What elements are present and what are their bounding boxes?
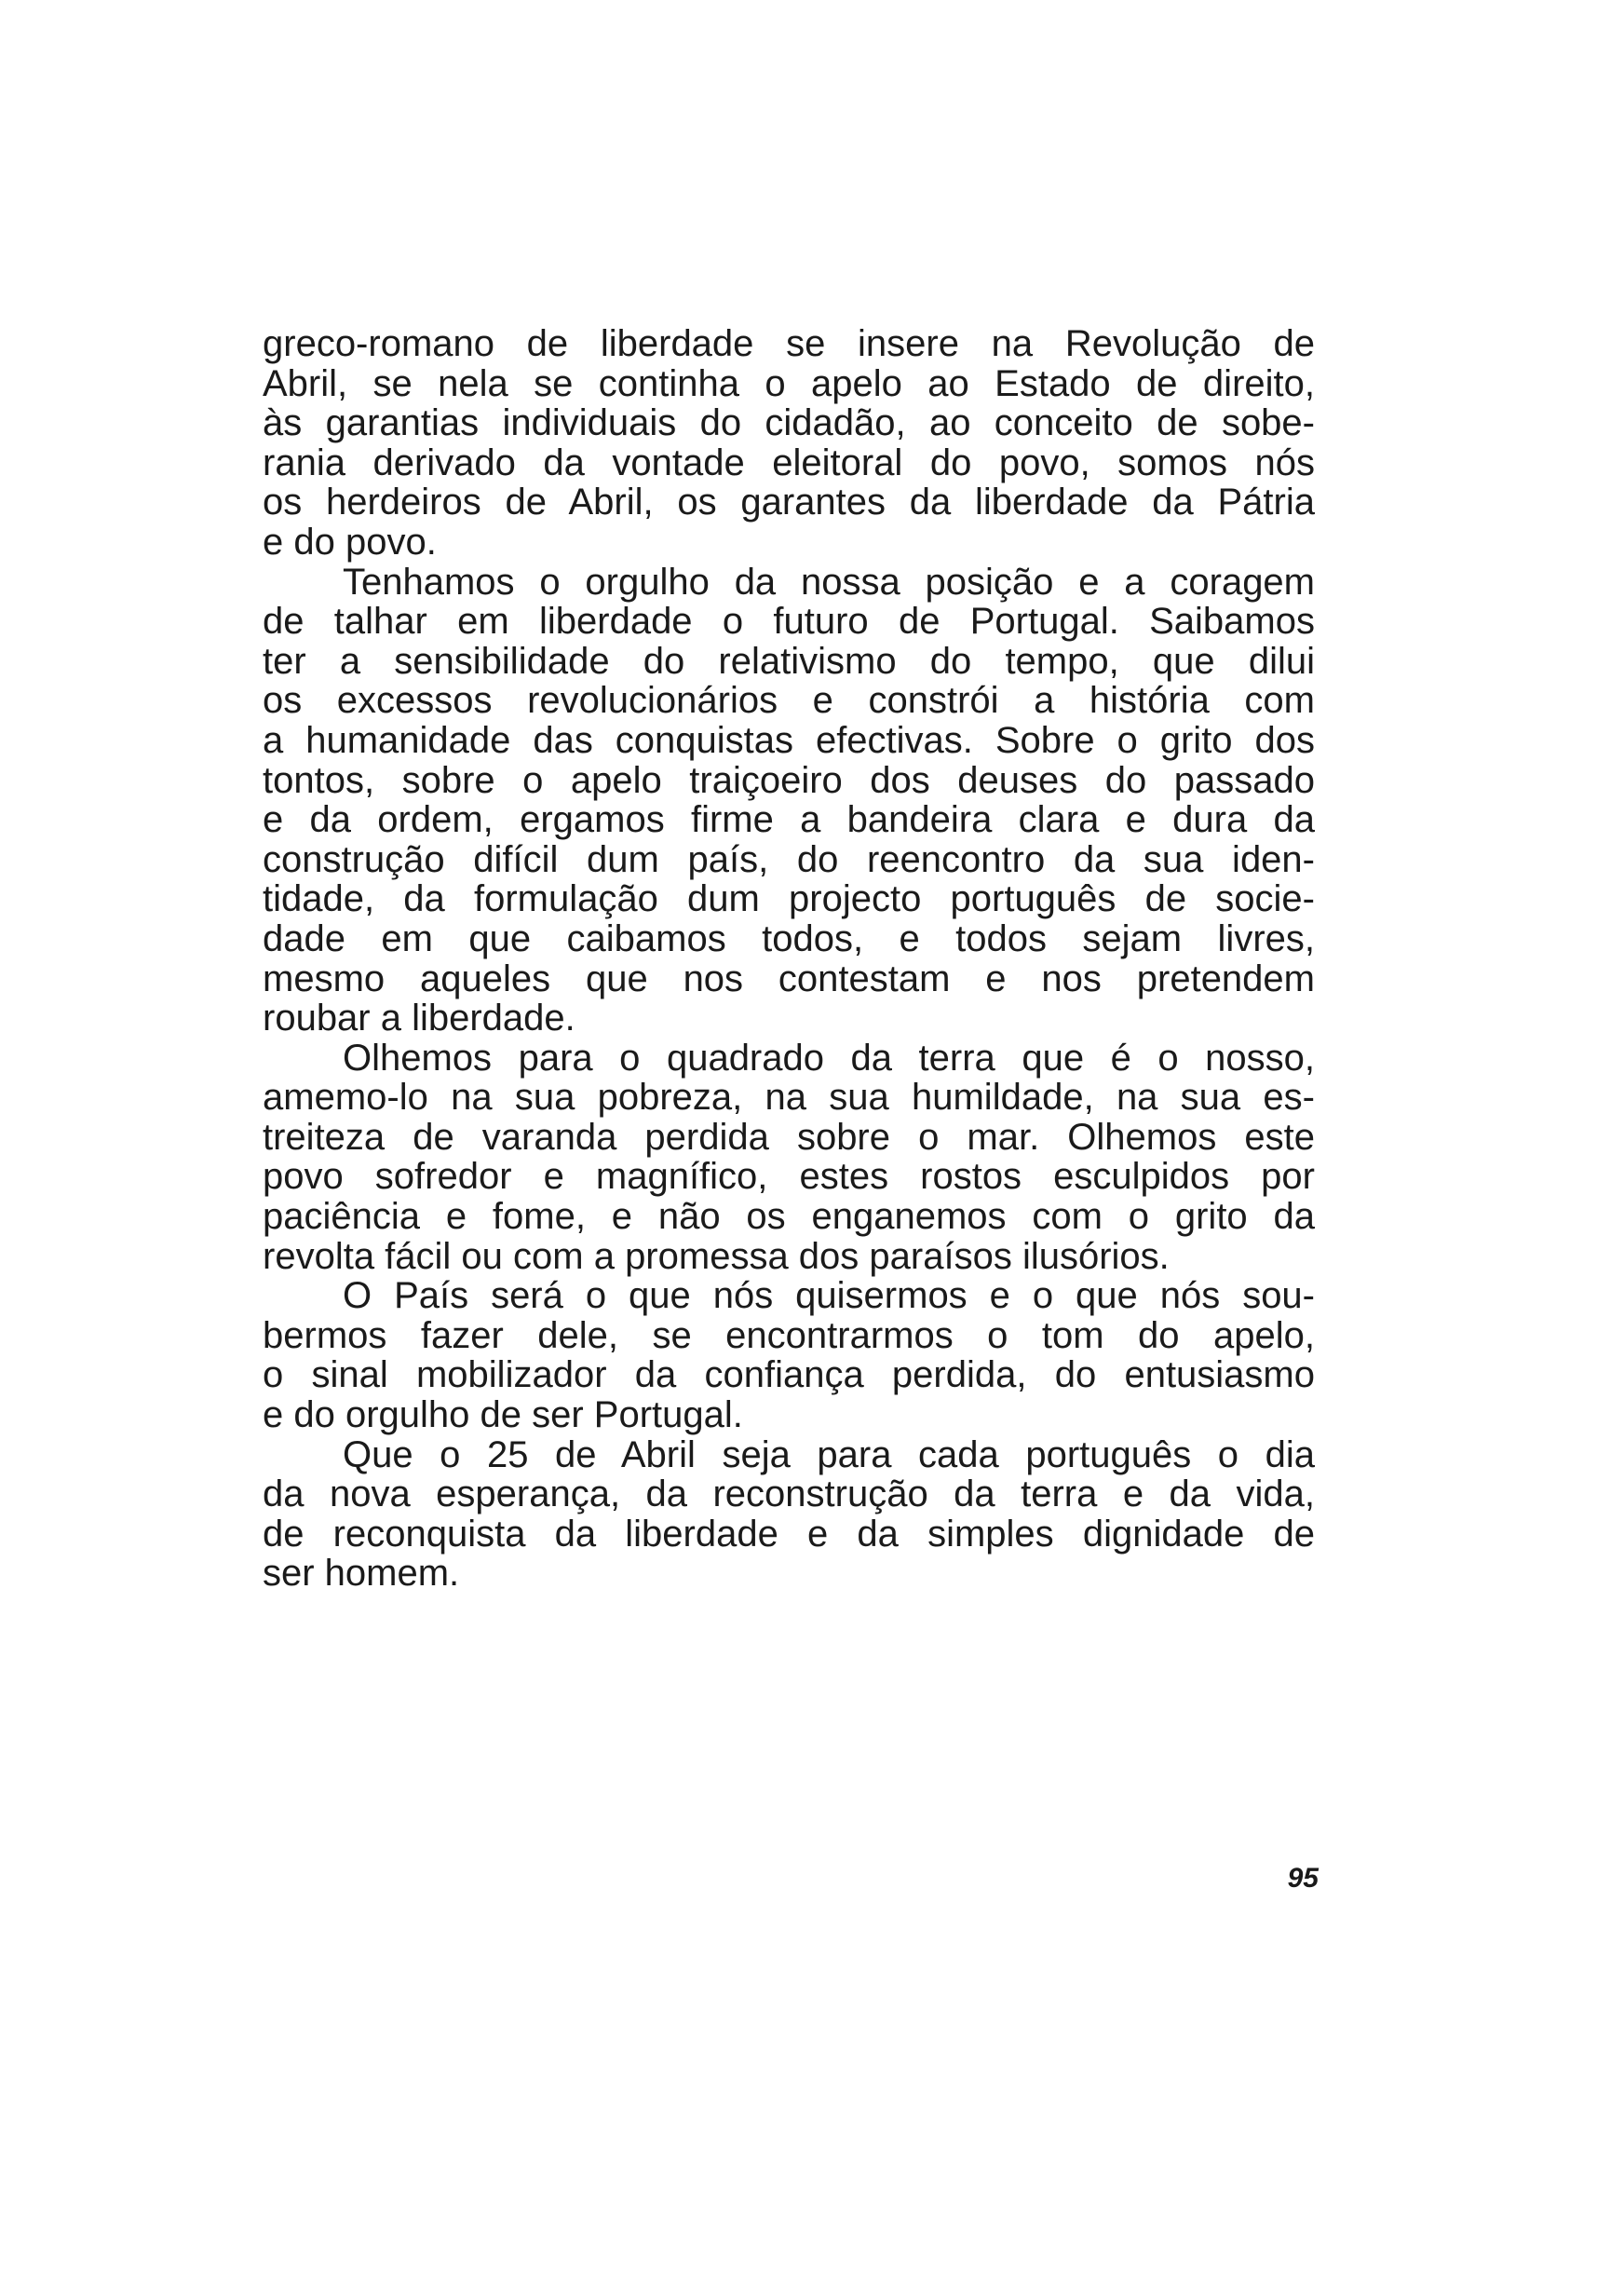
text-line: paciência e fome, e não os enganemos com o grito da bbox=[263, 1196, 1315, 1238]
text-line: ser homem. bbox=[263, 1553, 460, 1595]
text-line: os herdeiros de Abril, os garantes da liberdade da Pátria bbox=[263, 482, 1315, 523]
text-line: revolta fácil ou com a promessa dos paraísos ilusórios. bbox=[263, 1235, 1170, 1277]
text-line: às garantias individuais do cidadão, ao conceito de sobe- bbox=[263, 402, 1315, 444]
text-line: roubar a liberdade. bbox=[263, 998, 575, 1039]
text-line: e do povo. bbox=[263, 521, 437, 563]
text-line: Tenhamos o orgulho da nossa posição e a coragem bbox=[343, 561, 1315, 603]
body-text bbox=[263, 324, 1315, 1594]
text-line: a humanidade das conquistas efectivas. Sobre o grito dos bbox=[263, 719, 1315, 761]
page-number: 95 bbox=[1287, 1863, 1319, 1894]
text-line: de reconquista da liberdade e da simples dignidade de bbox=[263, 1513, 1315, 1555]
text-line: dade em que caibamos todos, e todos sejam livres, bbox=[263, 917, 1315, 959]
text-line: bermos fazer dele, se encontrarmos o tom do apelo, bbox=[263, 1314, 1315, 1356]
text-line: rania derivado da vontade eleitoral do povo, somos nós bbox=[263, 441, 1315, 483]
text-line: amemo-lo na sua pobreza, na sua humildade, na sua es- bbox=[263, 1077, 1315, 1119]
text-line: O País será o que nós quisermos e o que nós sou- bbox=[343, 1275, 1315, 1317]
text-line: treiteza de varanda perdida sobre o mar. Olhemos este bbox=[263, 1116, 1315, 1158]
text-line: e da ordem, ergamos firme a bandeira clara e dura da bbox=[263, 799, 1315, 841]
text-line: de talhar em liberdade o futuro de Portugal. Saibamos bbox=[263, 601, 1315, 643]
paragraph bbox=[263, 1276, 1315, 1434]
paragraph bbox=[263, 1039, 1315, 1277]
text-line: da nova esperança, da reconstrução da terra e da vida, bbox=[263, 1473, 1315, 1515]
text-line: os excessos revolucionários e constrói a história com bbox=[263, 680, 1315, 722]
text-line: Abril, se nela se continha o apelo ao Estado de direito, bbox=[263, 362, 1315, 404]
text-line: tidade, da formulação dum projecto português de socie- bbox=[263, 878, 1315, 920]
text-line: Que o 25 de Abril seja para cada português o dia bbox=[343, 1433, 1315, 1475]
text-line: mesmo aqueles que nos contestam e nos pretendem bbox=[263, 957, 1315, 999]
paragraph bbox=[263, 324, 1315, 563]
text-line: povo sofredor e magnífico, estes rostos esculpidos por bbox=[263, 1156, 1315, 1198]
paragraph bbox=[263, 1435, 1315, 1594]
text-line: construção difícil dum país, do reencontro da sua iden- bbox=[263, 838, 1315, 880]
text-line: Olhemos para o quadrado da terra que é o nosso, bbox=[343, 1037, 1315, 1079]
text-line: o sinal mobilizador da confiança perdida, do entusiasmo bbox=[263, 1354, 1315, 1396]
text-line: e do orgulho de ser Portugal. bbox=[263, 1394, 743, 1436]
paragraph bbox=[263, 563, 1315, 1039]
text-line: ter a sensibilidade do relativismo do tempo, que dilui bbox=[263, 640, 1315, 682]
text-line: greco-romano de liberdade se insere na Revolução de bbox=[263, 323, 1315, 364]
text-line: tontos, sobre o apelo traiçoeiro dos deuses do passado bbox=[263, 759, 1315, 801]
